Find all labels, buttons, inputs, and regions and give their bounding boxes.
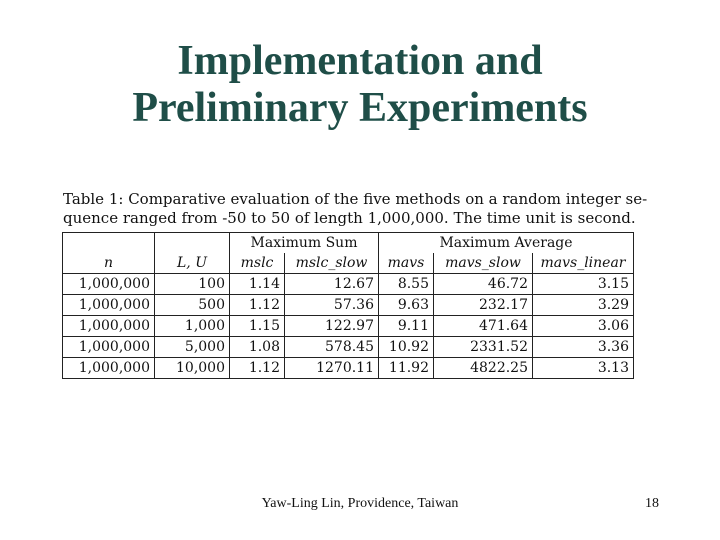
cell-mavs-slow: 2331.52 [434, 337, 533, 358]
table-caption [63, 190, 675, 228]
slide-footer: Yaw-Ling Lin, Providence, Taiwan [261, 496, 459, 511]
table-column-header-row [63, 253, 634, 274]
cell-mavs-linear: 3.06 [533, 316, 634, 337]
slide-title-line-2: Preliminary Experiments [132, 85, 588, 131]
cell-mavs-slow: 4822.25 [434, 358, 533, 379]
cell-l-u: 5,000 [155, 337, 230, 358]
cell-l-u: 500 [155, 295, 230, 316]
column-header-mslc-slow: mslc_slow [285, 253, 379, 274]
column-header-mavs: mavs [379, 253, 434, 274]
cell-mavs: 8.55 [379, 274, 434, 295]
slide-title-line-1: Implementation and [177, 38, 543, 84]
group-header-maximum-average: Maximum Average [379, 233, 634, 254]
cell-mslc-slow: 122.97 [285, 316, 379, 337]
cell-mslc-slow: 12.67 [285, 274, 379, 295]
cell-mavs: 10.92 [379, 337, 434, 358]
cell-mavs-linear: 3.13 [533, 358, 634, 379]
cell-n: 1,000,000 [63, 358, 155, 379]
table-group-header-row [63, 233, 634, 254]
column-header-mavs-linear: mavs_linear [533, 253, 634, 274]
cell-mavs: 9.63 [379, 295, 434, 316]
column-header-n: n [63, 253, 155, 274]
cell-mslc: 1.12 [230, 358, 285, 379]
group-header-maximum-sum: Maximum Sum [230, 233, 379, 254]
column-header-mslc: mslc [230, 253, 285, 274]
table-caption-line-1: Table 1: Comparative evaluation of the five methods on a random integer se- [63, 190, 648, 208]
table-row [63, 316, 634, 337]
cell-mslc: 1.15 [230, 316, 285, 337]
slide-title [0, 38, 720, 132]
column-header-mavs-slow: mavs_slow [434, 253, 533, 274]
results-table [62, 232, 634, 379]
cell-mavs-linear: 3.29 [533, 295, 634, 316]
cell-mavs-slow: 46.72 [434, 274, 533, 295]
page-number: 18 [645, 496, 659, 511]
cell-mslc: 1.12 [230, 295, 285, 316]
cell-n: 1,000,000 [63, 316, 155, 337]
cell-mslc-slow: 57.36 [285, 295, 379, 316]
cell-l-u: 10,000 [155, 358, 230, 379]
group-header-empty [63, 233, 155, 254]
table-caption-line-2: quence ranged from -50 to 50 of length 1,000,000. The time unit is second. [63, 209, 636, 227]
table-row [63, 295, 634, 316]
column-header-l-u: L, U [155, 253, 230, 274]
cell-n: 1,000,000 [63, 274, 155, 295]
table-row [63, 274, 634, 295]
cell-mavs-linear: 3.15 [533, 274, 634, 295]
cell-mslc-slow: 1270.11 [285, 358, 379, 379]
table-row [63, 337, 634, 358]
cell-mavs: 11.92 [379, 358, 434, 379]
group-header-empty [155, 233, 230, 254]
cell-mslc: 1.08 [230, 337, 285, 358]
cell-n: 1,000,000 [63, 337, 155, 358]
cell-mavs-slow: 232.17 [434, 295, 533, 316]
cell-n: 1,000,000 [63, 295, 155, 316]
cell-l-u: 100 [155, 274, 230, 295]
cell-mavs: 9.11 [379, 316, 434, 337]
cell-mslc-slow: 578.45 [285, 337, 379, 358]
table-row [63, 358, 634, 379]
cell-l-u: 1,000 [155, 316, 230, 337]
cell-mslc: 1.14 [230, 274, 285, 295]
cell-mavs-linear: 3.36 [533, 337, 634, 358]
cell-mavs-slow: 471.64 [434, 316, 533, 337]
